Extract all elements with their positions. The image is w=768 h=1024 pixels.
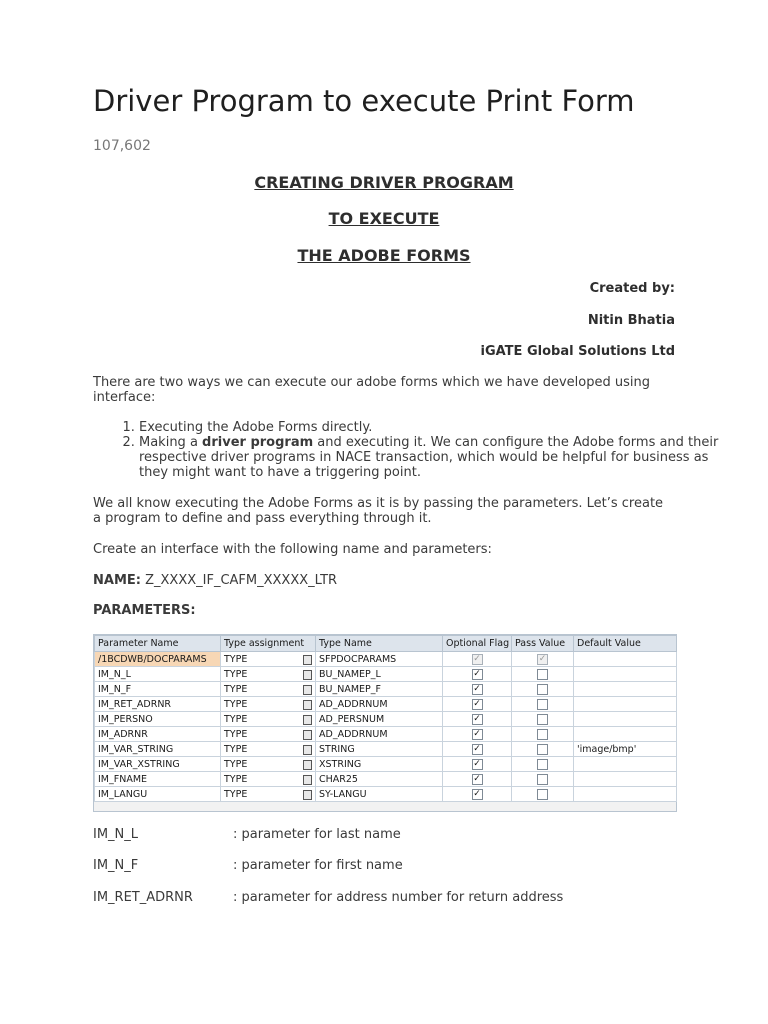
table-row xyxy=(95,787,677,802)
pass-value-cell xyxy=(512,742,574,757)
type-assignment-value: TYPE xyxy=(224,773,248,785)
heading-line-1: CREATING DRIVER PROGRAM xyxy=(254,173,514,192)
optional-flag-checkbox[interactable]: ✓ xyxy=(473,788,481,799)
author-name: Nitin Bhatia xyxy=(587,313,675,328)
column-header: Pass Value xyxy=(512,636,574,652)
parameter-name-cell[interactable]: /1BCDWB/DOCPARAMS xyxy=(95,652,221,667)
interface-name-line xyxy=(93,573,675,588)
parameter-name-cell[interactable]: IM_FNAME xyxy=(95,772,221,787)
pass-value-cell xyxy=(512,652,574,667)
pass-value-checkbox[interactable] xyxy=(537,684,548,695)
default-value-cell[interactable]: 'image/bmp' xyxy=(574,742,677,757)
default-value-cell[interactable] xyxy=(574,682,677,697)
optional-flag-cell xyxy=(443,667,512,682)
name-value: Z_XXXX_IF_CAFM_XXXXX_LTR xyxy=(140,573,338,588)
type-name-cell[interactable]: BU_NAMEP_L xyxy=(316,667,443,682)
list-item: 2. Making a driver program and executing it. We can configure the Adobe forms and their respective driver programs in NACE transaction, which would be helpful for business as they might want to have a triggering point. xyxy=(139,435,721,480)
optional-flag-cell xyxy=(443,772,512,787)
table-row xyxy=(95,652,677,667)
parameter-name-cell[interactable]: IM_PERSNO xyxy=(95,712,221,727)
driver-program-emphasis: driver program xyxy=(202,435,314,450)
type-assignment-cell[interactable] xyxy=(221,697,316,712)
pass-value-checkbox[interactable] xyxy=(537,789,548,800)
column-header: Type Name xyxy=(316,636,443,652)
default-value-cell[interactable] xyxy=(574,772,677,787)
type-name-cell[interactable]: STRING xyxy=(316,742,443,757)
table-row xyxy=(95,742,677,757)
type-assignment-cell[interactable] xyxy=(221,667,316,682)
optional-flag-checkbox: ✓ xyxy=(473,653,481,664)
type-assignment-value: TYPE xyxy=(224,713,248,725)
type-assignment-value: TYPE xyxy=(224,698,248,710)
type-assignment-value: TYPE xyxy=(224,743,248,755)
definition-value: : parameter for address number for return address xyxy=(233,890,564,905)
parameter-name-cell[interactable]: IM_LANGU xyxy=(95,787,221,802)
table-header-row xyxy=(95,636,677,652)
paragraph-passing-params: We all know executing the Adobe Forms as it is by passing the parameters. Let’s create a program to define and pass everything through it. xyxy=(93,496,664,526)
optional-flag-checkbox[interactable]: ✓ xyxy=(473,758,481,769)
table-row xyxy=(95,697,677,712)
table-row xyxy=(95,682,677,697)
parameter-name-cell[interactable]: IM_N_L xyxy=(95,667,221,682)
name-label: NAME: xyxy=(93,573,141,588)
type-assignment-cell[interactable] xyxy=(221,772,316,787)
type-assignment-cell[interactable] xyxy=(221,727,316,742)
definition-value: : parameter for first name xyxy=(233,858,403,873)
optional-flag-checkbox[interactable]: ✓ xyxy=(473,668,481,679)
table-row xyxy=(95,772,677,787)
definition-value: : parameter for last name xyxy=(233,827,401,842)
pass-value-checkbox[interactable] xyxy=(537,669,548,680)
optional-flag-cell xyxy=(443,712,512,727)
paragraph-create-interface: Create an interface with the following name and parameters: xyxy=(93,542,492,557)
pass-value-checkbox[interactable] xyxy=(537,774,548,785)
value-help-icon[interactable] xyxy=(303,730,312,740)
parameter-name-cell[interactable]: IM_VAR_STRING xyxy=(95,742,221,757)
pass-value-checkbox[interactable] xyxy=(537,744,548,755)
default-value-cell[interactable] xyxy=(574,757,677,772)
type-assignment-cell[interactable] xyxy=(221,757,316,772)
parameter-name-cell[interactable]: IM_VAR_XSTRING xyxy=(95,757,221,772)
table-row xyxy=(95,757,677,772)
column-header: Parameter Name xyxy=(95,636,221,652)
optional-flag-checkbox[interactable]: ✓ xyxy=(473,743,481,754)
pass-value-cell xyxy=(512,787,574,802)
type-assignment-cell[interactable] xyxy=(221,652,316,667)
heading-line-3: THE ADOBE FORMS xyxy=(297,246,471,265)
list-item: 1. Executing the Adobe Forms directly. xyxy=(139,420,721,435)
optional-flag-cell xyxy=(443,697,512,712)
view-count: 107,602 xyxy=(93,138,151,154)
type-name-cell[interactable]: SFPDOCPARAMS xyxy=(316,652,443,667)
parameters-label: PARAMETERS: xyxy=(93,603,196,618)
parameter-name-cell[interactable]: IM_ADRNR xyxy=(95,727,221,742)
optional-flag-cell xyxy=(443,757,512,772)
table-row xyxy=(95,667,677,682)
heading-line-2: TO EXECUTE xyxy=(328,209,440,228)
default-value-cell[interactable] xyxy=(574,787,677,802)
type-name-cell[interactable]: SY-LANGU xyxy=(316,787,443,802)
optional-flag-cell xyxy=(443,682,512,697)
pass-value-checkbox[interactable] xyxy=(537,759,548,770)
created-by-label: Created by: xyxy=(589,281,675,296)
pass-value-checkbox[interactable] xyxy=(537,699,548,710)
optional-flag-cell xyxy=(443,787,512,802)
definition-key: IM_N_F xyxy=(93,858,139,873)
optional-flag-cell xyxy=(443,742,512,757)
type-assignment-value: TYPE xyxy=(224,683,248,695)
type-name-cell[interactable]: AD_ADDRNUM xyxy=(316,697,443,712)
pass-value-cell xyxy=(512,757,574,772)
parameters-table xyxy=(94,635,677,802)
type-assignment-cell[interactable] xyxy=(221,787,316,802)
pass-value-cell xyxy=(512,712,574,727)
value-help-icon[interactable] xyxy=(303,670,312,680)
optional-flag-checkbox[interactable]: ✓ xyxy=(473,728,481,739)
type-name-cell[interactable]: CHAR25 xyxy=(316,772,443,787)
type-name-cell[interactable]: AD_ADDRNUM xyxy=(316,727,443,742)
document-title: Driver Program to execute Print Form xyxy=(93,84,635,118)
column-header: Optional Flag xyxy=(443,636,512,652)
type-assignment-value: TYPE xyxy=(224,653,248,665)
value-help-icon[interactable] xyxy=(303,775,312,785)
type-assignment-cell[interactable] xyxy=(221,712,316,727)
type-assignment-value: TYPE xyxy=(224,788,248,800)
type-assignment-value: TYPE xyxy=(224,758,248,770)
value-help-icon[interactable] xyxy=(303,700,312,710)
default-value-cell[interactable] xyxy=(574,667,677,682)
pass-value-cell xyxy=(512,727,574,742)
pass-value-checkbox[interactable] xyxy=(537,714,548,725)
type-name-cell[interactable]: XSTRING xyxy=(316,757,443,772)
optional-flag-checkbox[interactable]: ✓ xyxy=(473,698,481,709)
value-help-icon[interactable] xyxy=(303,655,312,665)
optional-flag-cell xyxy=(443,652,512,667)
optional-flag-checkbox[interactable]: ✓ xyxy=(473,713,481,724)
default-value-cell[interactable] xyxy=(574,727,677,742)
type-name-cell[interactable]: BU_NAMEP_F xyxy=(316,682,443,697)
value-help-icon[interactable] xyxy=(303,685,312,695)
type-name-cell[interactable]: AD_PERSNUM xyxy=(316,712,443,727)
pass-value-cell xyxy=(512,667,574,682)
parameter-name-cell[interactable]: IM_N_F xyxy=(95,682,221,697)
pass-value-checkbox[interactable] xyxy=(537,729,548,740)
parameters-table-screenshot xyxy=(93,634,677,812)
type-assignment-cell[interactable] xyxy=(221,682,316,697)
column-header: Type assignment xyxy=(221,636,316,652)
pass-value-cell xyxy=(512,682,574,697)
default-value-cell[interactable] xyxy=(574,712,677,727)
value-help-icon[interactable] xyxy=(303,790,312,800)
column-header: Default Value xyxy=(574,636,677,652)
pass-value-checkbox: ✓ xyxy=(538,653,547,664)
table-row xyxy=(95,712,677,727)
company-name: iGATE Global Solutions Ltd xyxy=(480,344,675,359)
value-help-icon[interactable] xyxy=(303,745,312,755)
type-assignment-value: TYPE xyxy=(224,728,248,740)
type-assignment-value: TYPE xyxy=(224,668,248,680)
pass-value-cell xyxy=(512,697,574,712)
default-value-cell[interactable] xyxy=(574,697,677,712)
value-help-icon[interactable] xyxy=(303,760,312,770)
value-help-icon[interactable] xyxy=(303,715,312,725)
optional-flag-checkbox[interactable]: ✓ xyxy=(473,773,481,784)
default-value-cell[interactable] xyxy=(574,652,677,667)
pass-value-cell xyxy=(512,772,574,787)
definition-key: IM_RET_ADRNR xyxy=(93,890,193,905)
ways-list xyxy=(93,420,721,480)
intro-paragraph: There are two ways we can execute our adobe forms which we have developed using interface: xyxy=(93,375,650,405)
table-row xyxy=(95,727,677,742)
definition-key: IM_N_L xyxy=(93,827,139,842)
optional-flag-cell xyxy=(443,727,512,742)
optional-flag-checkbox[interactable]: ✓ xyxy=(473,683,481,694)
parameter-name-cell[interactable]: IM_RET_ADRNR xyxy=(95,697,221,712)
type-assignment-cell[interactable] xyxy=(221,742,316,757)
